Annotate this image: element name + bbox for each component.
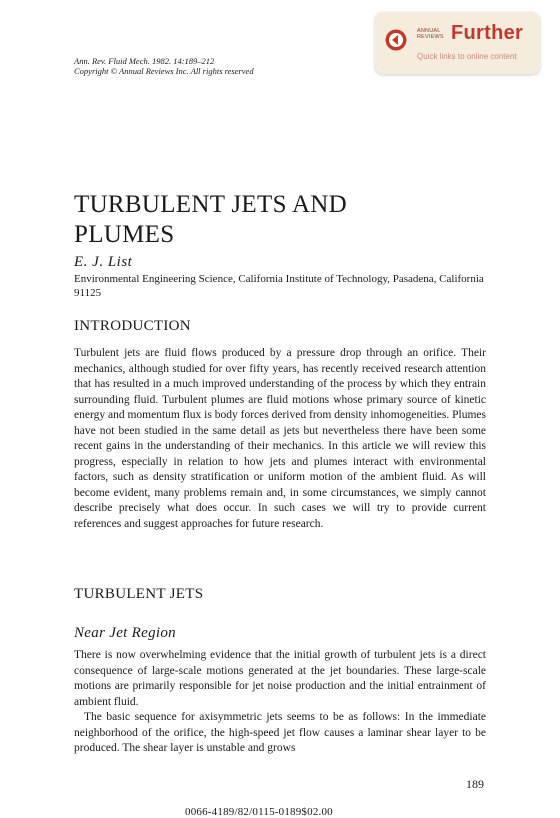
copyright-notice: Copyright © Annual Reviews Inc. All rights reserved bbox=[74, 66, 254, 76]
banner-annual-text: ANNUAL bbox=[417, 28, 441, 34]
banner-annual-reviews bbox=[417, 28, 444, 40]
subheading-near-jet-region: Near Jet Region bbox=[74, 625, 176, 641]
author-affiliation: Environmental Engineering Science, California Institute of Technology, Pasadena, California 91125 bbox=[74, 273, 484, 299]
article-author: E. J. List bbox=[74, 254, 133, 270]
banner-reviews-text: REVIEWS bbox=[417, 34, 444, 40]
further-banner[interactable] bbox=[375, 12, 540, 74]
banner-tagline: Quick links to online content bbox=[417, 52, 517, 61]
near-jet-paragraph-1: There is now overwhelming evidence that the initial growth of turbulent jets is a direct consequence of large-scale motions generated at the jet boundaries. These large-scale motions are primarily responsible for jet noise production and the initial entrainment of ambient fluid. bbox=[74, 649, 486, 708]
introduction-paragraph: Turbulent jets are fluid flows produced by a pressure drop through an orifice. Their mechanics, although studied for over fifty years, has recently received research attention that has resulted in a much improved understanding of the process by which they entrain surrounding fluid. Turbulent plumes are fluid motions whose primary source of kinetic energy and momentum flux is body forces derived from density inhomogeneities. Plumes have not been studied in the same detail as jets but nevertheless there have been some recent gains in the understanding of their mechanics. In this article we will review this progress, especially in relation to how jets and plumes interact with environmental factors, such as density stratification or uniform motion of the ambient fluid. As will become evident, many problems remain and, in some circumstances, we simply cannot describe precisely what does occur. In such cases we will try to provide current references and suggest approaches for future research. bbox=[74, 347, 486, 530]
annual-reviews-logo-icon bbox=[385, 29, 407, 51]
near-jet-paragraph-2: The basic sequence for axisymmetric jets seems to be as follows: In the immediate neighborhood of the orifice, the high-speed jet flow causes a laminar shear layer to be produced. The shear layer is unstable and grows bbox=[74, 711, 486, 754]
page-number: 189 bbox=[466, 777, 484, 791]
journal-citation-block bbox=[74, 56, 254, 76]
section-heading-introduction: INTRODUCTION bbox=[74, 318, 191, 334]
section-heading-turbulent-jets: TURBULENT JETS bbox=[74, 586, 204, 602]
banner-further-text: Further bbox=[451, 22, 524, 44]
journal-citation: Ann. Rev. Fluid Mech. 1982. 14:189–212 bbox=[74, 56, 215, 66]
article-title: TURBULENT JETS AND PLUMES bbox=[74, 191, 348, 248]
price-code: 0066-4189/82/0115-0189$02.00 bbox=[185, 806, 333, 818]
